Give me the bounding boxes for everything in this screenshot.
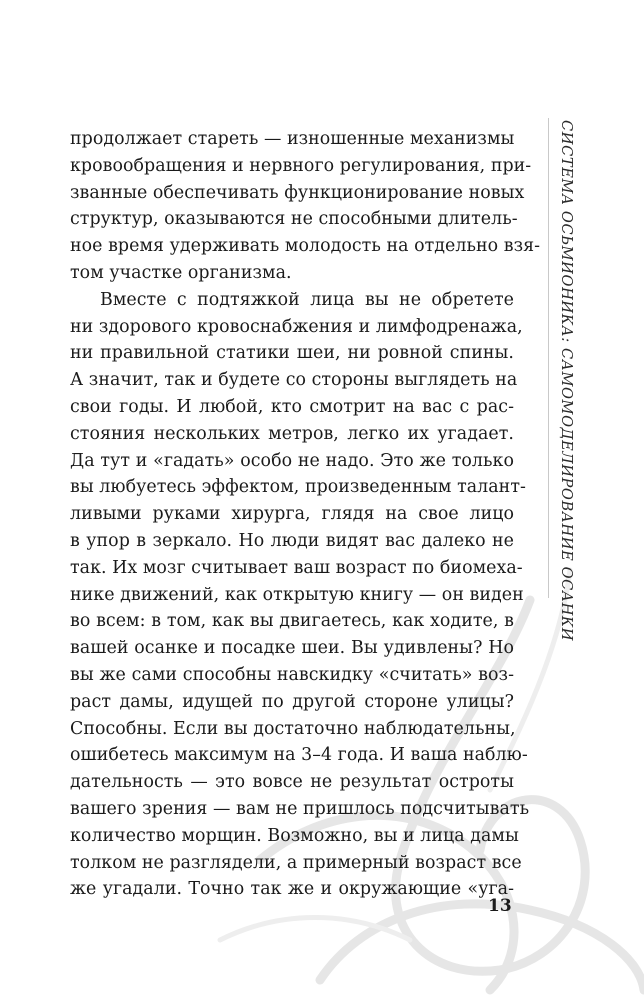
text-line: вы же сами способны навскидку «считать» воз- [70,664,514,685]
text-line: же угадали. Точно так же и окружающие «уга- [70,879,514,900]
text-line: званные обеспечивать функционирование новых [70,182,525,203]
text-line: ни правильной статики шеи, ни ровной спины. [70,343,514,364]
text-line: количество морщин. Возможно, вы и лица дамы [70,825,519,846]
text-line: раст дамы, идущей по другой стороне улицы? [70,691,514,712]
text-line: том участке организма. [70,262,292,283]
text-line: дательность — это вовсе не результат остроты [70,772,514,793]
text-line: Да тут и «гадать» особо не надо. Это же только [70,450,514,471]
text-line: так. Их мозг считывает ваш возраст по биомеха- [70,557,523,578]
running-header-divider [548,118,549,598]
text-line: вашего зрения — вам не пришлось подсчитывать [70,798,530,819]
text-line: ное время удерживать молодость на отдельно взя- [70,236,541,257]
text-line: ливыми руками хирурга, глядя на свое лицо [70,504,514,525]
text-line: продолжает стареть — изношенные механизмы [70,129,515,149]
text-line: Способны. Если вы достаточно наблюдательны, [70,718,516,739]
page-number: 13 [488,896,512,916]
text-line: ни здорового кровоснабжения и лимфодренажа, [70,316,523,337]
text-line: в упор в зеркало. Но люди видят вас далеко не [70,530,514,551]
text-line: во всем: в том, как вы двигаетесь, как ходите, в [70,611,514,632]
text-line: Вместе с подтяжкой лица вы не обретете [100,289,514,310]
text-line: нике движений, как открытую книгу — он виден [70,584,524,605]
text-line: вы любуетесь эффектом, произведенным талант- [70,477,526,498]
text-line: толком не разглядели, а примерный возраст все [70,852,522,873]
text-line: структур, оказываются не способными длитель- [70,209,518,230]
text-line: свои годы. И любой, кто смотрит на вас с рас- [70,396,514,417]
text-line: ошибетесь максимум на 3–4 года. И ваша наблю- [70,745,528,766]
running-header: СИСТЕМА ОСЬМИОНИКА: САМОМОДЕЛИРОВАНИЕ ОСАНКИ [558,120,575,642]
body-text [70,126,541,903]
text-line: кровообращения и нервного регулирования, при- [70,155,532,176]
text-line: вашей осанке и посадке шеи. Вы удивлены? Но [70,638,514,659]
text-line: А значит, так и будете со стороны выглядеть на [70,370,518,391]
text-line: стояния нескольких метров, легко их угадает. [70,423,514,444]
